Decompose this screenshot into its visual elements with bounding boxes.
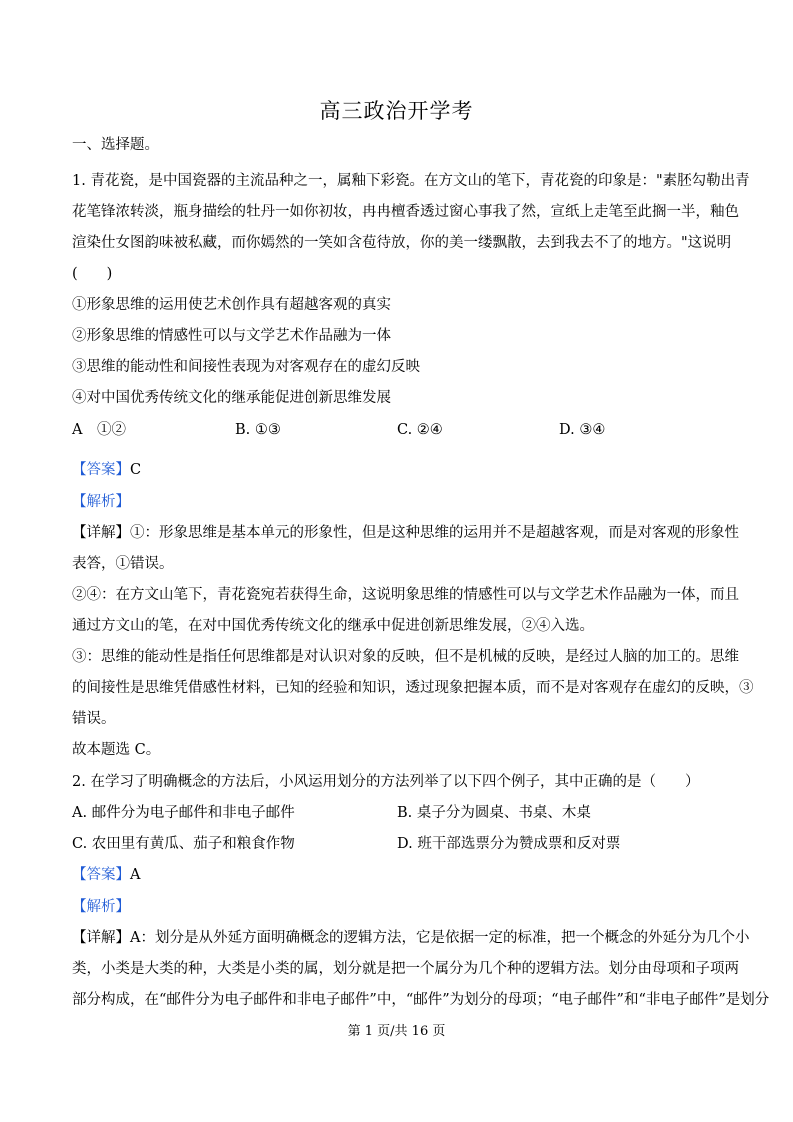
q1-detail-line: 的间接性是思维凭借感性材料，已知的经验和知识，透过现象把握本质，而不是对客观存在虚幻的反映，③ (72, 680, 754, 696)
q2-detail-line: 类，小类是大类的种，大类是小类的属，划分就是把一个属分为几个种的逻辑方法。划分由母项和子项两 (72, 961, 739, 977)
q2-stem: 2. 在学习了明确概念的方法后，小风运用划分的方法列举了以下四个例子，其中正确的是（ ） (72, 774, 700, 790)
q1-detail-line: 通过方文山的笔，在对中国优秀传统文化的继承中促进创新思维发展，②④入选。 (72, 618, 594, 634)
q1-statement: ④对中国优秀传统文化的继承能促进创新思维发展 (72, 390, 391, 406)
q2-option-a: A. 邮件分为电子邮件和非电子邮件 (72, 805, 295, 821)
q2-option-c: C. 农田里有黄瓜、茄子和粮食作物 (72, 836, 295, 852)
q1-option-c: C. ②④ (397, 422, 443, 438)
q1-stem-line: 渲染仕女图韵味被私藏，而你嫣然的一笑如含苞待放，你的美一缕飘散，去到我去不了的地方。"这说明 (72, 235, 732, 251)
q2-analysis (72, 897, 742, 917)
q1-statement: ①形象思维的运用使艺术创作具有超越客观的真实 (72, 297, 391, 313)
answer-label: 【答案】 (72, 867, 130, 883)
q1-analysis (72, 492, 742, 512)
q1-stem-line: ( ) (72, 266, 113, 282)
detail-label: 【详解】 (72, 930, 130, 946)
q1-detail-line: ③：思维的能动性是指任何思维都是对认识对象的反映，但不是机械的反映，是经过人脑的加工的。思维 (72, 649, 739, 665)
q2-detail-line: 部分构成，在“邮件分为电子邮件和非电子邮件”中，“邮件”为划分的母项；“电子邮件”和“非电子邮件”是划分 (72, 992, 770, 1008)
q1-statement: ②形象思维的情感性可以与文学艺术作品融为一体 (72, 328, 391, 344)
q1-detail-line: 错误。 (72, 711, 116, 727)
q2-answer (72, 865, 742, 885)
q1-answer (72, 460, 742, 480)
q1-detail-line: 故本题选 C。 (72, 742, 161, 758)
section-heading: 一、选择题。 (72, 137, 159, 153)
q2-option-d: D. 班干部选票分为赞成票和反对票 (397, 836, 621, 852)
q1-stem-line: 1. 青花瓷，是中国瓷器的主流品种之一，属釉下彩瓷。在方文山的笔下，青花瓷的印象是："素胚勾勒出青 (72, 173, 750, 189)
q1-detail-line (72, 523, 742, 543)
q1-option-d: D. ③④ (559, 422, 606, 438)
q1-option-b: B. ①③ (235, 422, 281, 438)
q1-detail-line: ②④：在方文山笔下，青花瓷宛若获得生命，这说明象思维的情感性可以与文学艺术作品融为一体，而且 (72, 587, 739, 603)
detail-label: 【详解】 (72, 525, 130, 541)
q1-statement: ③思维的能动性和间接性表现为对客观存在的虚幻反映 (72, 359, 420, 375)
q1-stem-line: 花笔锋浓转淡，瓶身描绘的牡丹一如你初妆，冉冉檀香透过窗心事我了然，宣纸上走笔至此搁一半，釉色 (72, 204, 739, 220)
analysis-label: 【解析】 (72, 899, 130, 915)
page-footer: 第 1 页/共 16 页 (347, 1024, 446, 1039)
q2-option-b: B. 桌子分为圆桌、书桌、木桌 (397, 805, 591, 821)
page-title: 高三政治开学考 (319, 99, 474, 123)
detail-text: A：划分是从外延方面明确概念的逻辑方法，它是依据一定的标准，把一个概念的外延分为几个小 (130, 930, 750, 946)
answer-value: C (130, 462, 142, 478)
q2-detail-line (72, 928, 750, 948)
answer-label: 【答案】 (72, 462, 130, 478)
q1-detail-line: 表答，①错误。 (72, 556, 174, 572)
q1-option-a: A ①② (72, 422, 126, 438)
answer-value: A (130, 867, 141, 883)
detail-text: ①：形象思维是基本单元的形象性，但是这种思维的运用并不是超越客观，而是对客观的形象性 (130, 525, 739, 541)
analysis-label: 【解析】 (72, 494, 130, 510)
